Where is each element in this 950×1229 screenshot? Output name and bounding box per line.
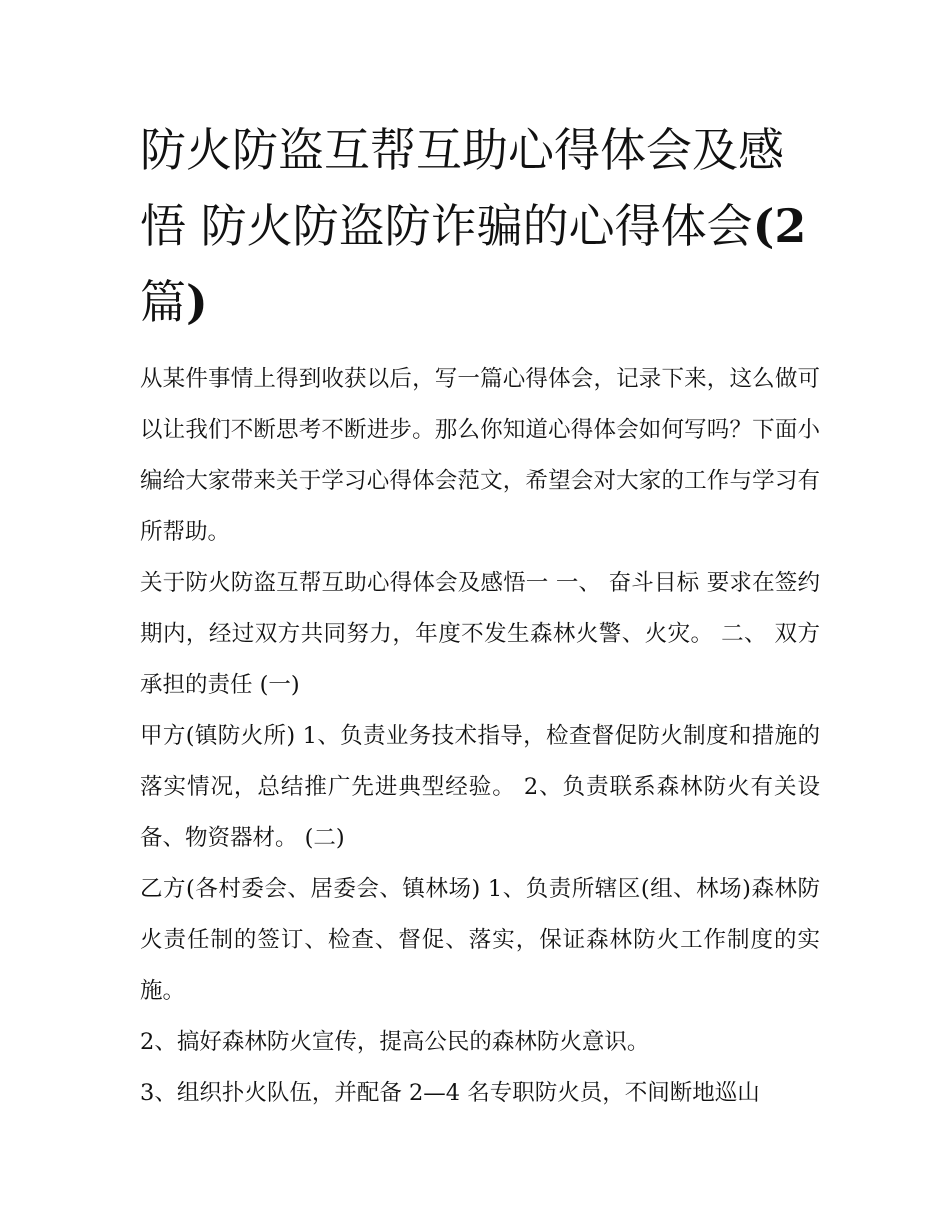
document-body [140,112,820,1119]
document-title [140,112,820,340]
patrol-paragraph: 3、组织扑火队伍，并配备 2—4 名专职防火员，不间断地巡山 [140,1080,760,1106]
title-close-paren: ) [186,275,208,329]
intro-paragraph: 从某件事情上得到收获以后，写一篇心得体会，记录下来，这么做可以让我们不断思考不断进步。那么你知道心得体会如何写吗？下面小编给大家带来关于学习心得体会范文，希望会对大家的工作与学习有所帮助。 [140,366,820,545]
party-b-paragraph: 乙方(各村委会、居委会、镇林场) 1、负责所辖区(组、林场)森林防火责任制的签订、检查、督促、落实，保证森林防火工作制度的实施。 [140,876,820,1004]
title-text: 防火防盗互帮互助心得体会及感悟 防火防盗防诈骗的心得体会 [140,123,784,253]
goal-paragraph: 关于防火防盗互帮互助心得体会及感悟一 一、 奋斗目标 要求在签约期内，经过双方共同努力，年度不发生森林火警、火灾。 二、 双方承担的责任 (一) [140,570,820,698]
title-count: (2 [752,199,807,253]
party-a-paragraph: 甲方(镇防火所) 1、负责业务技术指导，检查督促防火制度和措施的落实情况，总结推广先进典型经验。 2、负责联系森林防火有关设备、物资器材。 (二) [140,723,820,851]
title-unit: 篇 [140,275,186,329]
publicity-paragraph: 2、搞好森林防火宣传，提高公民的森林防火意识。 [140,1029,650,1055]
